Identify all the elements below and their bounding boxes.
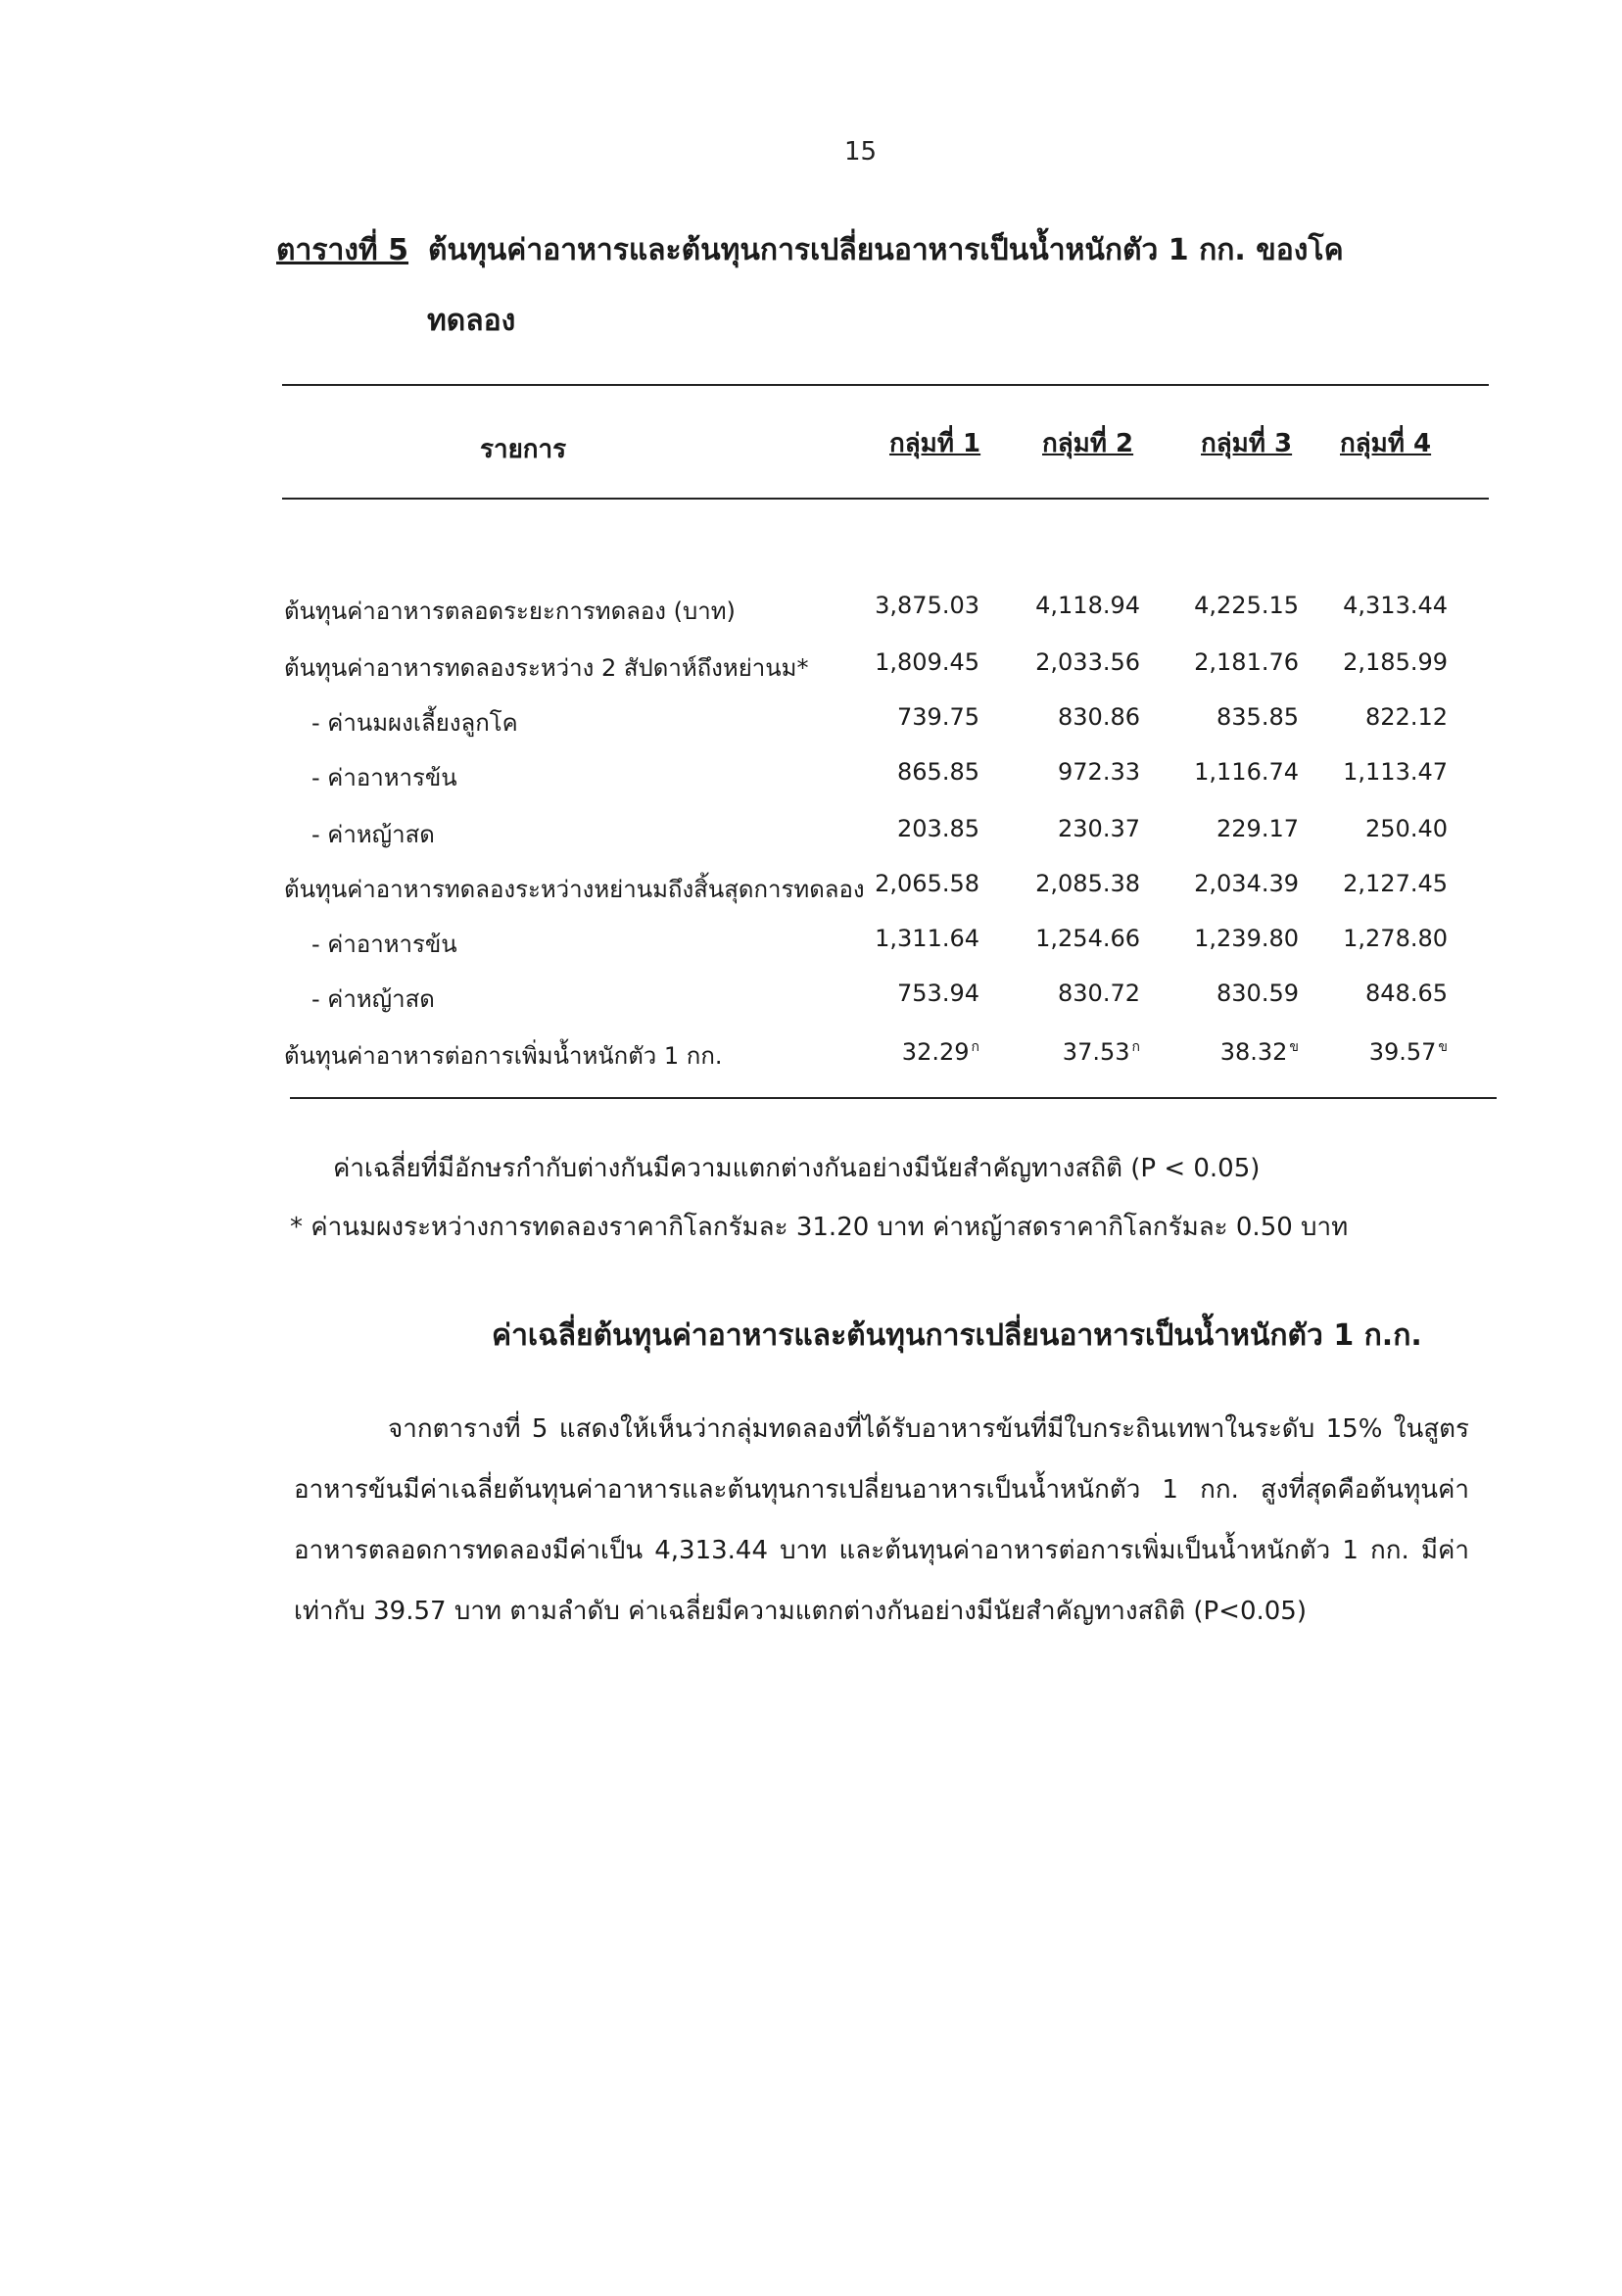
value-group-2 <box>1013 815 1140 842</box>
value-group-1 <box>852 925 979 952</box>
table-row <box>284 592 1489 631</box>
value-group-4 <box>1320 1036 1448 1066</box>
value-text: 4,225.15 <box>1194 592 1299 619</box>
value-text: 2,085.38 <box>1035 870 1140 897</box>
row-label: ต้นทุนค่าอาหารตลอดระยะการทดลอง (บาท) <box>284 598 736 625</box>
table-row <box>284 648 1489 688</box>
value-group-2 <box>1013 758 1140 786</box>
value-text: 39.57 <box>1368 1038 1437 1066</box>
value-group-4 <box>1320 870 1448 897</box>
value-group-1 <box>852 703 979 731</box>
value-group-4 <box>1320 648 1448 676</box>
value-text: 830.86 <box>1058 703 1140 731</box>
table-row <box>284 980 1489 1019</box>
header-group-4: กลุ่มที่ 4 <box>1340 429 1432 458</box>
row-label: - ค่านมผงเลี้ยงลูกโค <box>311 709 518 737</box>
value-text: 203.85 <box>897 815 979 842</box>
value-group-3 <box>1171 648 1299 676</box>
value-text: 3,875.03 <box>875 592 979 619</box>
table-row <box>284 1036 1489 1076</box>
value-text: 38.32 <box>1219 1038 1288 1066</box>
table-row <box>284 815 1489 854</box>
value-group-1 <box>852 1036 979 1066</box>
value-text: 1,113.47 <box>1343 758 1448 786</box>
value-group-4 <box>1320 703 1448 731</box>
value-group-4 <box>1320 925 1448 952</box>
value-group-3 <box>1171 870 1299 897</box>
header-group-1: กลุ่มที่ 1 <box>889 429 981 458</box>
section-heading: ค่าเฉลี่ยต้นทุนค่าอาหารและต้นทุนการเปลี่ยนอาหารเป็นน้ำหนักตัว 1 ก.ก. <box>492 1318 1422 1353</box>
value-group-3 <box>1171 980 1299 1007</box>
value-group-2 <box>1013 925 1140 952</box>
value-text: 2,033.56 <box>1035 648 1140 676</box>
value-text: 1,239.80 <box>1194 925 1299 952</box>
row-label: ต้นทุนค่าอาหารทดลองระหว่าง 2 สัปดาห์ถึงหย่านม* <box>284 654 809 682</box>
header-group-2: กลุ่มที่ 2 <box>1042 429 1134 458</box>
value-text: 848.65 <box>1365 980 1448 1007</box>
footnote: * ค่านมผงระหว่างการทดลองราคากิโลกรัมละ 31.20 บาท ค่าหญ้าสดราคากิโลกรัมละ 0.50 บาท <box>290 1213 1349 1242</box>
value-group-3 <box>1171 592 1299 619</box>
header-item: รายการ <box>480 435 567 464</box>
value-group-4 <box>1320 815 1448 842</box>
table-caption <box>276 215 1412 357</box>
value-text: 1,311.64 <box>875 925 979 952</box>
value-group-4 <box>1320 980 1448 1007</box>
value-text: 229.17 <box>1216 815 1299 842</box>
value-text: 830.59 <box>1216 980 1299 1007</box>
value-text: 2,065.58 <box>875 870 979 897</box>
table-row <box>284 758 1489 797</box>
value-text: 972.33 <box>1058 758 1140 786</box>
significance-letter: ข <box>1438 1039 1448 1055</box>
value-text: 37.53 <box>1062 1038 1130 1066</box>
value-text: 822.12 <box>1365 703 1448 731</box>
table-bottom-rule <box>290 1097 1497 1099</box>
significance-note: ค่าเฉลี่ยที่มีอักษรกำกับต่างกันมีความแตกต่างกันอย่างมีนัยสำคัญทางสถิติ (P < 0.05) <box>333 1154 1261 1183</box>
value-group-4 <box>1320 592 1448 619</box>
table-caption-text: ต้นทุนค่าอาหารและต้นทุนการเปลี่ยนอาหารเป็นน้ำหนักตัว 1 กก. ของโค <box>428 233 1344 267</box>
value-group-2 <box>1013 592 1140 619</box>
value-text: 1,116.74 <box>1194 758 1299 786</box>
value-text: 739.75 <box>897 703 979 731</box>
table-caption-continuation: ทดลอง <box>427 304 516 338</box>
value-text: 1,809.45 <box>875 648 979 676</box>
row-label: ต้นทุนค่าอาหารต่อการเพิ่มน้ำหนักตัว 1 กก. <box>284 1042 723 1070</box>
table-row <box>284 703 1489 742</box>
value-group-2 <box>1013 648 1140 676</box>
significance-letter: ก <box>971 1039 979 1055</box>
value-text: 4,313.44 <box>1343 592 1448 619</box>
value-group-1 <box>852 870 979 897</box>
row-label: - ค่าอาหารข้น <box>311 764 457 791</box>
value-group-3 <box>1171 758 1299 786</box>
value-text: 230.37 <box>1058 815 1140 842</box>
body-paragraph: จากตารางที่ 5 แสดงให้เห็นว่ากลุ่มทดลองที่ได้รับอาหารข้นที่มีใบกระถินเทพาในระดับ 15% ในสูตรอาหารข้นมีค่าเฉลี่ยต้นทุนค่าอาหารและต้นทุนการเปลี่ยนอาหารเป็นน้ำหนักตัว 1 กก. สูงที่สุดคือต้นทุนค่าอาหารตลอดการทดลองมีค่าเป็น 4,313.44 บาท และต้นทุนค่าอาหารต่อการเพิ่มเป็นน้ำหนักตัว 1 กก. มีค่าเท่ากับ 39.57 บาท ตามลำดับ ค่าเฉลี่ยมีความแตกต่างกันอย่างมีนัยสำคัญทางสถิติ (P<0.05) <box>294 1414 1469 1626</box>
value-text: 2,181.76 <box>1194 648 1299 676</box>
value-group-3 <box>1171 703 1299 731</box>
page-number: 15 <box>844 137 878 167</box>
value-text: 1,278.80 <box>1343 925 1448 952</box>
value-group-2 <box>1013 1036 1140 1066</box>
value-text: 2,034.39 <box>1194 870 1299 897</box>
row-label: - ค่าหญ้าสด <box>311 821 435 848</box>
value-group-1 <box>852 815 979 842</box>
row-label: ต้นทุนค่าอาหารทดลองระหว่างหย่านมถึงสิ้นสุดการทดลอง <box>284 876 865 903</box>
table-top-rule <box>282 384 1489 386</box>
value-group-3 <box>1171 1036 1299 1066</box>
significance-letter: ข <box>1289 1039 1299 1055</box>
value-text: 4,118.94 <box>1035 592 1140 619</box>
value-group-2 <box>1013 870 1140 897</box>
value-text: 250.40 <box>1365 815 1448 842</box>
value-text: 753.94 <box>897 980 979 1007</box>
value-group-4 <box>1320 758 1448 786</box>
value-group-1 <box>852 592 979 619</box>
value-text: 1,254.66 <box>1035 925 1140 952</box>
table-caption-label: ตารางที่ 5 <box>276 233 409 267</box>
value-group-2 <box>1013 703 1140 731</box>
table-header <box>284 411 1489 470</box>
value-group-3 <box>1171 815 1299 842</box>
value-text: 830.72 <box>1058 980 1140 1007</box>
value-group-1 <box>852 980 979 1007</box>
value-group-1 <box>852 648 979 676</box>
value-group-3 <box>1171 925 1299 952</box>
table-row <box>284 925 1489 964</box>
value-text: 865.85 <box>897 758 979 786</box>
value-text: 2,127.45 <box>1343 870 1448 897</box>
header-group-3: กลุ่มที่ 3 <box>1201 429 1293 458</box>
value-text: 2,185.99 <box>1343 648 1448 676</box>
value-group-1 <box>852 758 979 786</box>
significance-letter: ก <box>1131 1039 1140 1055</box>
value-text: 32.29 <box>901 1038 970 1066</box>
value-group-2 <box>1013 980 1140 1007</box>
value-text: 835.85 <box>1216 703 1299 731</box>
table-row <box>284 870 1489 909</box>
row-label: - ค่าอาหารข้น <box>311 931 457 958</box>
row-label: - ค่าหญ้าสด <box>311 985 435 1013</box>
table-header-rule <box>282 498 1489 500</box>
